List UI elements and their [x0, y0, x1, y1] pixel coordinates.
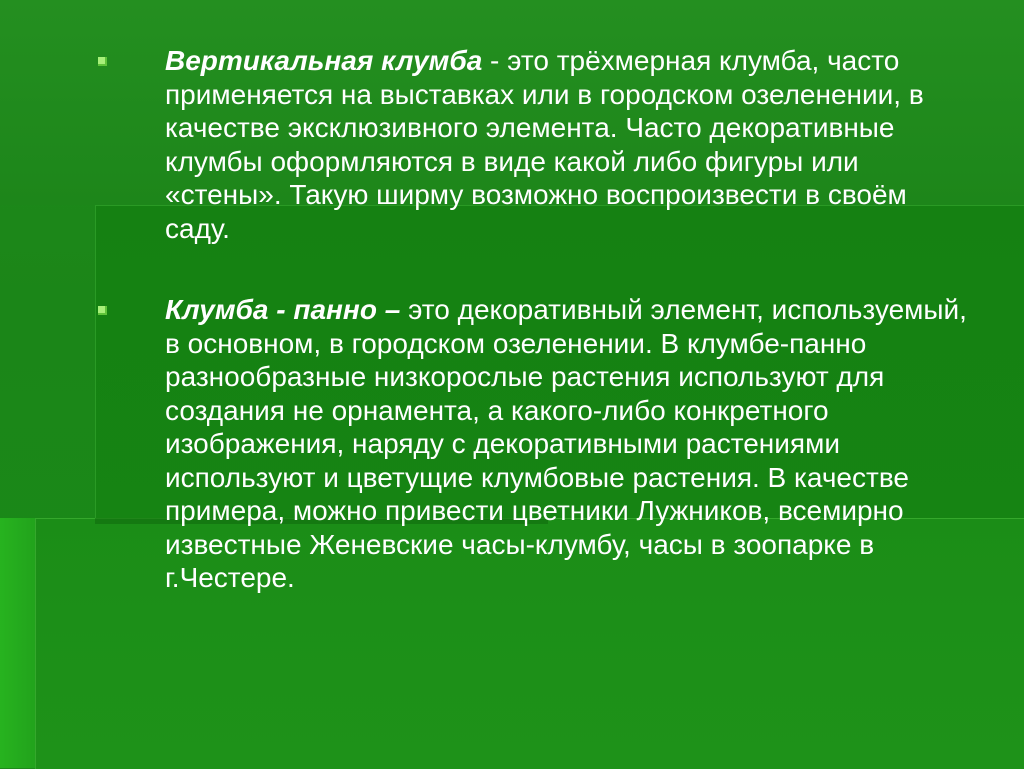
background-left-strip	[0, 518, 35, 768]
bullet-item-panel-flowerbed	[96, 293, 976, 595]
square-bullet-icon	[98, 57, 107, 66]
definition-panel-flowerbed: это декоративный элемент, используемый, в основном, в городском озеленении. В клумбе-панно разнообразные низкорослые растения используют для создания не орнамента, а какого-либо конкретного изображения, наряду с декоративными растениями используют и цветущие клумбовые растения. В качестве примера, можно привести цветники Лужников, всемирно известные Женевские часы-клумбу, часы в зоопарке в г.Честере.	[165, 294, 967, 593]
term-vertical-flowerbed: Вертикальная клумба	[165, 45, 483, 76]
bullet-item-vertical-flowerbed	[96, 44, 976, 245]
definition-vertical-flowerbed: - это трёхмерная клумба, часто применяется на выставках или в городском озеленении, в качестве эксклюзивного элемента. Часто декоративные клумбы оформляются в виде какой либо фигуры или «стены». Такую ширму возможно воспроизвести в своём саду.	[165, 45, 924, 244]
term-panel-flowerbed: Клумба - панно –	[165, 294, 401, 325]
square-bullet-icon	[98, 306, 107, 315]
slide-content	[96, 44, 976, 595]
